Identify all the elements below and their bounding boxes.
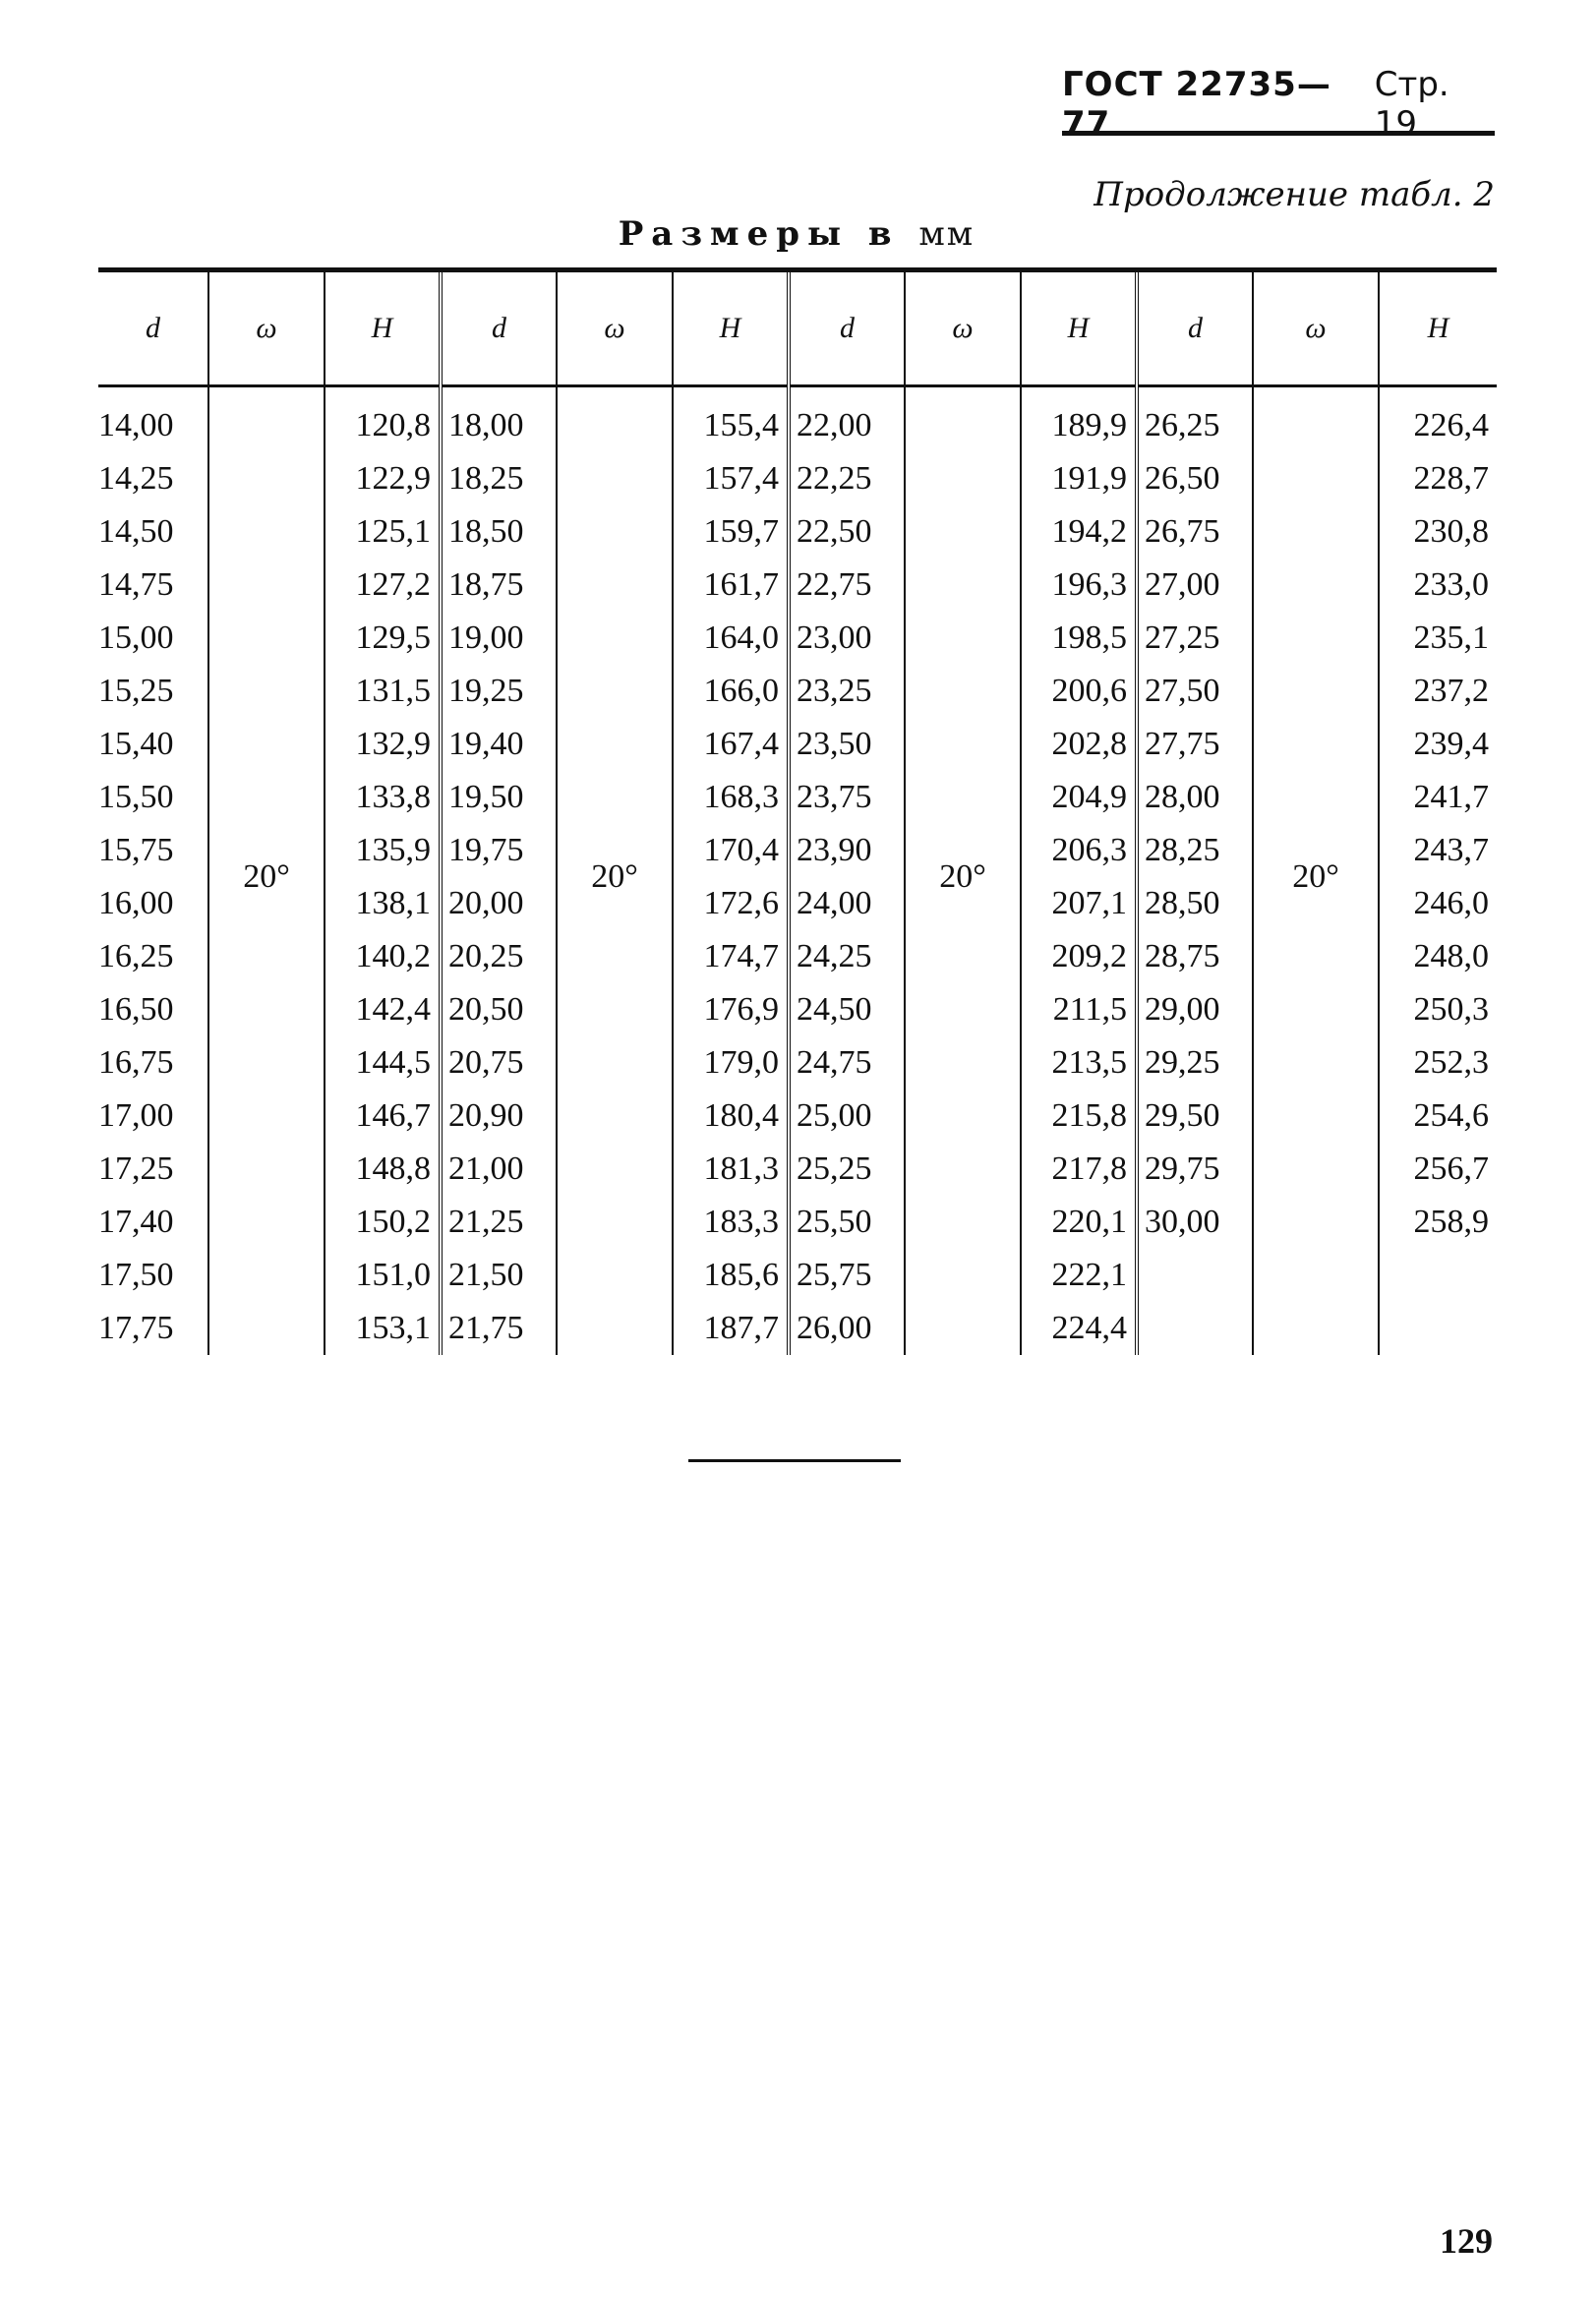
cell-h: 191,9	[1021, 452, 1137, 505]
table-continuation-caption: Продолжение табл. 2	[1094, 175, 1495, 214]
cell-h: 164,0	[673, 612, 789, 665]
page-number: 129	[1440, 2221, 1493, 2261]
cell-d: 20,75	[441, 1036, 557, 1090]
cell-h: 172,6	[673, 877, 789, 930]
cell-h: 125,1	[325, 505, 441, 559]
cell-h: 176,9	[673, 983, 789, 1036]
cell-h: 198,5	[1021, 612, 1137, 665]
cell-h: 166,0	[673, 665, 789, 718]
col-header-d: d	[441, 270, 557, 386]
cell-h: 248,0	[1379, 930, 1497, 983]
cell-d: 26,25	[1137, 386, 1253, 453]
standard-number: ГОСТ 22735—77	[1062, 64, 1331, 144]
col-header-d: d	[98, 270, 208, 386]
cell-h: 140,2	[325, 930, 441, 983]
cell-h: 250,3	[1379, 983, 1497, 1036]
cell-h: 138,1	[325, 877, 441, 930]
cell-d: 29,00	[1137, 983, 1253, 1036]
cell-angle: 20°	[905, 386, 1021, 1356]
cell-h	[1379, 1249, 1497, 1302]
cell-angle: 20°	[1253, 386, 1379, 1356]
cell-h: 189,9	[1021, 386, 1137, 453]
end-divider-line	[688, 1459, 901, 1462]
cell-h: 213,5	[1021, 1036, 1137, 1090]
cell-d: 19,40	[441, 718, 557, 771]
cell-d: 28,00	[1137, 771, 1253, 824]
cell-d: 14,00	[98, 407, 174, 443]
cell-d: 16,75	[98, 1044, 174, 1081]
cell-d: 24,75	[789, 1036, 905, 1090]
cell-d: 26,00	[789, 1302, 905, 1355]
cell-h: 150,2	[325, 1196, 441, 1249]
cell-d: 18,25	[441, 452, 557, 505]
cell-h: 151,0	[325, 1249, 441, 1302]
cell-d: 18,00	[441, 386, 557, 453]
cell-d: 17,00	[98, 1097, 174, 1134]
cell-h: 132,9	[325, 718, 441, 771]
cell-h: 200,6	[1021, 665, 1137, 718]
cell-d: 21,00	[441, 1143, 557, 1196]
cell-d: 21,50	[441, 1249, 557, 1302]
cell-h: 174,7	[673, 930, 789, 983]
cell-d: 21,25	[441, 1196, 557, 1249]
cell-d: 17,25	[98, 1150, 174, 1187]
cell-h: 180,4	[673, 1090, 789, 1143]
cell-d: 15,75	[98, 832, 174, 868]
cell-d: 25,00	[789, 1090, 905, 1143]
cell-d: 29,75	[1137, 1143, 1253, 1196]
cell-d: 19,75	[441, 824, 557, 877]
cell-d	[1137, 1302, 1253, 1355]
cell-d: 20,00	[441, 877, 557, 930]
cell-d	[1137, 1249, 1253, 1302]
table-header-row	[98, 270, 1497, 386]
page-label: Стр. 19	[1374, 64, 1449, 144]
units-unit: мм	[918, 214, 975, 254]
cell-d: 26,75	[1137, 505, 1253, 559]
cell-h: 179,0	[673, 1036, 789, 1090]
table-row	[98, 386, 1497, 453]
cell-d: 15,50	[98, 779, 174, 815]
cell-h: 159,7	[673, 505, 789, 559]
cell-d: 24,00	[789, 877, 905, 930]
col-header-d: d	[789, 270, 905, 386]
cell-h: 217,8	[1021, 1143, 1137, 1196]
cell-d: 14,25	[98, 460, 174, 497]
cell-h: 135,9	[325, 824, 441, 877]
cell-d: 23,50	[789, 718, 905, 771]
col-header-h: H	[1021, 270, 1137, 386]
cell-d: 25,75	[789, 1249, 905, 1302]
cell-d: 22,75	[789, 559, 905, 612]
cell-angle: 20°	[208, 386, 325, 1356]
cell-d: 17,75	[98, 1310, 174, 1346]
cell-h: 183,3	[673, 1196, 789, 1249]
cell-h: 235,1	[1379, 612, 1497, 665]
cell-angle: 20°	[557, 386, 673, 1356]
cell-d: 16,25	[98, 938, 174, 974]
cell-d: 20,25	[441, 930, 557, 983]
cell-h: 258,9	[1379, 1196, 1497, 1249]
cell-h: 131,5	[325, 665, 441, 718]
col-header-h: H	[1379, 270, 1497, 386]
cell-d: 21,75	[441, 1302, 557, 1355]
cell-h: 230,8	[1379, 505, 1497, 559]
cell-h: 187,7	[673, 1302, 789, 1355]
cell-h: 146,7	[325, 1090, 441, 1143]
cell-h: 211,5	[1021, 983, 1137, 1036]
cell-d: 18,50	[441, 505, 557, 559]
cell-h: 204,9	[1021, 771, 1137, 824]
cell-h: 194,2	[1021, 505, 1137, 559]
units-label: Размеры в	[618, 214, 900, 254]
cell-d: 22,25	[789, 452, 905, 505]
cell-d: 27,00	[1137, 559, 1253, 612]
col-header-d: d	[1137, 270, 1253, 386]
cell-h: 207,1	[1021, 877, 1137, 930]
cell-h: 226,4	[1379, 386, 1497, 453]
dimensions-table	[98, 267, 1497, 1355]
cell-d: 26,50	[1137, 452, 1253, 505]
cell-d: 22,00	[789, 386, 905, 453]
cell-h: 133,8	[325, 771, 441, 824]
col-header-omega: ω	[1253, 270, 1379, 386]
cell-d: 27,25	[1137, 612, 1253, 665]
cell-h: 153,1	[325, 1302, 441, 1355]
col-header-h: H	[673, 270, 789, 386]
cell-d: 15,00	[98, 619, 174, 656]
cell-h: 127,2	[325, 559, 441, 612]
cell-d: 27,50	[1137, 665, 1253, 718]
cell-h: 254,6	[1379, 1090, 1497, 1143]
cell-h: 185,6	[673, 1249, 789, 1302]
cell-h: 181,3	[673, 1143, 789, 1196]
cell-d: 23,25	[789, 665, 905, 718]
cell-d: 29,50	[1137, 1090, 1253, 1143]
cell-d: 28,75	[1137, 930, 1253, 983]
cell-h: 129,5	[325, 612, 441, 665]
cell-h: 144,5	[325, 1036, 441, 1090]
cell-h: 168,3	[673, 771, 789, 824]
cell-d: 17,40	[98, 1204, 174, 1240]
cell-h: 209,2	[1021, 930, 1137, 983]
cell-h: 161,7	[673, 559, 789, 612]
cell-h: 243,7	[1379, 824, 1497, 877]
cell-h: 220,1	[1021, 1196, 1137, 1249]
cell-h: 148,8	[325, 1143, 441, 1196]
cell-d: 20,90	[441, 1090, 557, 1143]
cell-d: 22,50	[789, 505, 905, 559]
cell-d: 25,25	[789, 1143, 905, 1196]
page-header	[1062, 64, 1495, 144]
cell-h: 155,4	[673, 386, 789, 453]
cell-h	[1379, 1302, 1497, 1355]
cell-d: 19,50	[441, 771, 557, 824]
cell-d: 25,50	[789, 1196, 905, 1249]
cell-d: 17,50	[98, 1257, 174, 1293]
cell-h: 196,3	[1021, 559, 1137, 612]
cell-h: 256,7	[1379, 1143, 1497, 1196]
col-header-h: H	[325, 270, 441, 386]
col-header-omega: ω	[208, 270, 325, 386]
cell-h: 122,9	[325, 452, 441, 505]
cell-d: 30,00	[1137, 1196, 1253, 1249]
cell-d: 19,00	[441, 612, 557, 665]
cell-d: 19,25	[441, 665, 557, 718]
cell-h: 241,7	[1379, 771, 1497, 824]
cell-h: 120,8	[325, 386, 441, 453]
cell-d: 15,25	[98, 673, 174, 709]
cell-d: 23,90	[789, 824, 905, 877]
cell-h: 202,8	[1021, 718, 1137, 771]
cell-d: 14,75	[98, 566, 174, 603]
cell-d: 28,50	[1137, 877, 1253, 930]
cell-d: 16,00	[98, 885, 174, 921]
cell-d: 23,00	[789, 612, 905, 665]
cell-d: 24,25	[789, 930, 905, 983]
cell-h: 206,3	[1021, 824, 1137, 877]
cell-d: 15,40	[98, 726, 174, 762]
col-header-omega: ω	[905, 270, 1021, 386]
cell-h: 215,8	[1021, 1090, 1137, 1143]
cell-h: 224,4	[1021, 1302, 1137, 1355]
cell-d: 29,25	[1137, 1036, 1253, 1090]
cell-h: 237,2	[1379, 665, 1497, 718]
cell-d: 20,50	[441, 983, 557, 1036]
cell-d: 23,75	[789, 771, 905, 824]
cell-d: 16,50	[98, 991, 174, 1028]
cell-h: 252,3	[1379, 1036, 1497, 1090]
cell-h: 228,7	[1379, 452, 1497, 505]
cell-h: 239,4	[1379, 718, 1497, 771]
cell-h: 246,0	[1379, 877, 1497, 930]
cell-h: 167,4	[673, 718, 789, 771]
cell-h: 222,1	[1021, 1249, 1137, 1302]
cell-d: 24,50	[789, 983, 905, 1036]
cell-d: 27,75	[1137, 718, 1253, 771]
cell-d: 28,25	[1137, 824, 1253, 877]
cell-h: 233,0	[1379, 559, 1497, 612]
cell-d: 18,75	[441, 559, 557, 612]
cell-h: 170,4	[673, 824, 789, 877]
units-caption	[551, 214, 1042, 254]
cell-d: 14,50	[98, 513, 174, 550]
col-header-omega: ω	[557, 270, 673, 386]
cell-h: 157,4	[673, 452, 789, 505]
cell-h: 142,4	[325, 983, 441, 1036]
